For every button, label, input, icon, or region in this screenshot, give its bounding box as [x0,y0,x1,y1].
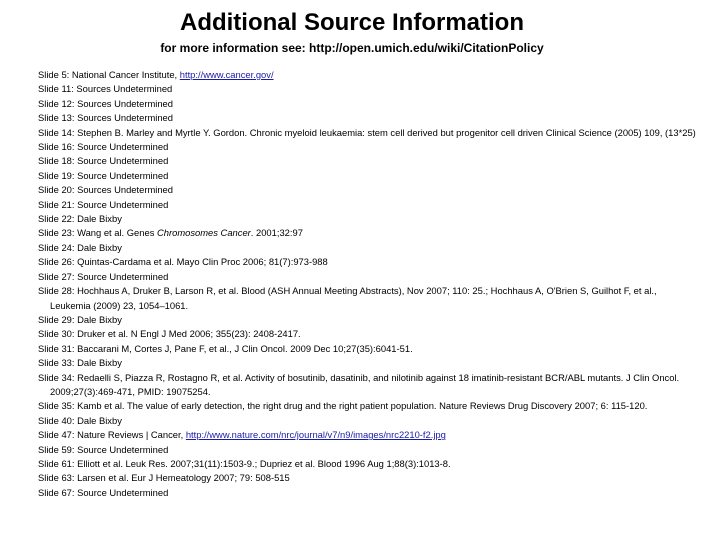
source-entry [38,457,698,471]
source-entry-text: Slide 20: Sources Undetermined [38,184,173,196]
source-entry-text: Slide 35: Kamb et al. The value of early detection, the right drug and the right patient population. Nature Reviews Drug Discovery 2007; 6: 115-120. [38,400,648,412]
source-entry [38,356,698,370]
source-link[interactable]: http://www.nature.com/nrc/journal/v7/n9/images/nrc2210-f2.jpg [185,429,446,441]
source-entry-text: Slide 63: Larsen et al. Eur J Hemeatology 2007; 79: 508-515 [38,472,290,484]
source-entry-text-tail: . 2001;32:97 [250,227,303,239]
source-entry-text: Slide 24: Dale Bixby [38,241,122,253]
source-entry-text: Slide 18: Source Undetermined [38,155,169,167]
source-entry [38,82,698,96]
source-entry [38,97,698,111]
source-entry-text: Slide 33: Dale Bixby [38,357,122,369]
source-entry-text: Slide 5: National Cancer Institute, [38,69,180,80]
source-entry-text: Slide 26: Quintas-Cardama et al. Mayo Clin Proc 2006; 81(7):973-988 [38,256,328,268]
source-entry [38,226,698,240]
source-entry [38,428,698,442]
source-entry [38,255,698,269]
source-entry-text: Slide 14: Stephen B. Marley and Myrtle Y. Gordon. Chronic myeloid leukaemia: stem cell derived but progenitor cell driven Clinical Science (2005) 109, (13*25) [38,126,696,138]
source-entry [38,154,698,168]
source-entry [38,371,698,400]
source-entry [38,327,698,341]
source-entry-text: Slide 12: Sources Undetermined [38,97,173,109]
source-list [38,68,698,500]
source-entry [38,284,698,313]
source-entry-text: Slide 67: Source Undetermined [38,486,169,498]
source-entry-text: Slide 31: Baccarani M, Cortes J, Pane F, et al., J Clin Oncol. 2009 Dec 10;27(35):6041-51. [38,342,413,354]
source-entry [38,414,698,428]
source-entry [38,183,698,197]
source-entry-text: Slide 16: Source Undetermined [38,141,169,153]
source-entry [38,111,698,125]
source-entry [38,68,698,82]
source-entry-text: Slide 23: Wang et al. Genes [38,227,157,239]
source-entry-text: Slide 29: Dale Bixby [38,313,122,325]
source-entry-text: Slide 11: Sources Undetermined [38,83,173,95]
source-entry [38,198,698,212]
source-entry-text: Slide 28: Hochhaus A, Druker B, Larson R, et al. Blood (ASH Annual Meeting Abstracts), Nov 2007; 110: 25.; Hochhaus A, O'Brien S, Guilhot F, et al., Leukemia (2009) 23, 1054–1061. [38,285,657,311]
source-entry-text: Slide 59: Source Undetermined [38,443,169,455]
source-entry-text: Slide 47: Nature Reviews | Cancer, [38,429,186,441]
source-entry [38,270,698,284]
source-entry-text: Slide 19: Source Undetermined [38,169,169,181]
source-entry [38,313,698,327]
source-link[interactable]: http://www.cancer.gov/ [179,69,274,80]
source-entry-text: Slide 22: Dale Bixby [38,213,122,225]
source-entry [38,126,698,140]
source-entry [38,486,698,500]
page-subtitle: for more information see: http://open.umich.edu/wiki/CitationPolicy [160,41,544,55]
source-entry [38,471,698,485]
source-entry [38,241,698,255]
source-entry-text: Slide 13: Sources Undetermined [38,112,173,124]
source-entry-text: Slide 30: Druker et al. N Engl J Med 2006; 355(23): 2408-2417. [38,328,301,340]
source-entry [38,399,698,413]
source-entry-text: Slide 27: Source Undetermined [38,270,169,282]
source-entry [38,212,698,226]
page-title: Additional Source Information [179,9,524,36]
source-entry-text: Slide 21: Source Undetermined [38,198,169,210]
source-entry [38,140,698,154]
source-entry [38,342,698,356]
source-entry [38,443,698,457]
source-entry-text: Slide 40: Dale Bixby [38,414,122,426]
source-entry-text: Slide 61: Elliott et al. Leuk Res. 2007;31(11):1503-9.; Dupriez et al. Blood 1996 Aug 1;88(3):1013-8. [38,457,451,469]
journal-name: Chromosomes Cancer [157,227,251,239]
source-entry [38,169,698,183]
source-entry-text: Slide 34: Redaelli S, Piazza R, Rostagno R, et al. Activity of bosutinib, dasatinib, and nilotinib against 18 imatinib-resistant BCR/ABL mutants. J Clin Oncol. 2009;27(3):469-471, PMID: 19075254. [38,371,680,397]
